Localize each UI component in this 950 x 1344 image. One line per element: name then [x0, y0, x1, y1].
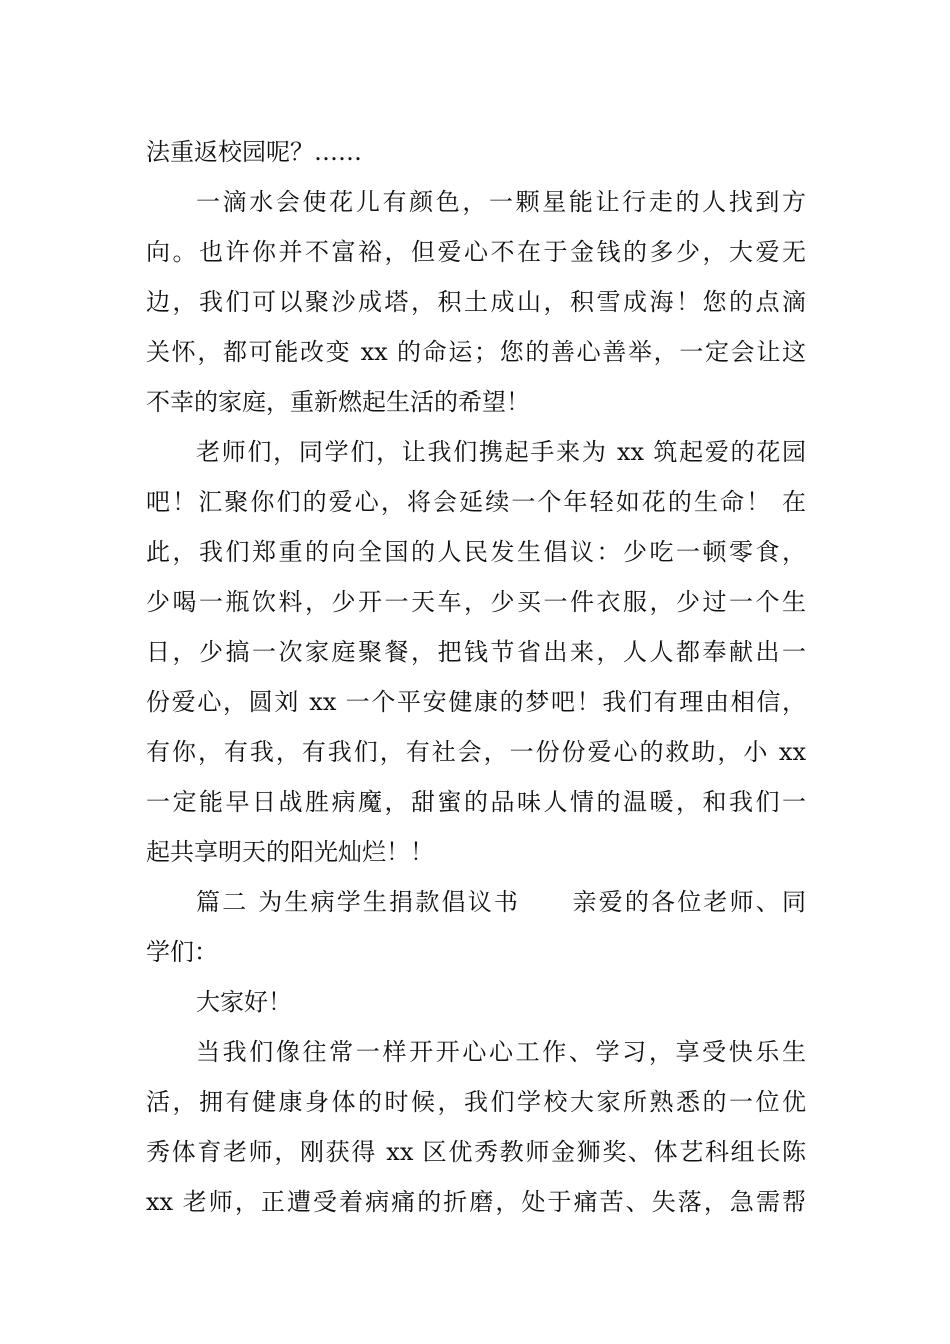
paragraph-line: 吧！汇聚你们的爱心，将会延续一个年轻如花的生命！ 在 — [146, 488, 806, 516]
paragraph-line: 边，我们可以聚沙成塔，积土成山，积雪成海！您的点滴 — [146, 288, 806, 316]
paragraph-line: 一滴水会使花儿有颜色，一颗星能让行走的人找到方 — [196, 188, 806, 216]
paragraph-line: 一定能早日战胜病魔，甜蜜的品味人情的温暖，和我们一 — [146, 788, 806, 816]
paragraph-line: 学们： — [146, 938, 218, 966]
paragraph-line: 当我们像往常一样开开心心工作、学习，享受快乐生 — [196, 1038, 806, 1066]
paragraph-line: 少喝一瓶饮料，少开一天车，少买一件衣服，少过一个生 — [146, 588, 806, 616]
greeting-line: 大家好！ — [196, 988, 292, 1016]
paragraph-line: xx 老师，正遭受着病痛的折磨，处于痛苦、失落，急需帮 — [146, 1188, 806, 1216]
paragraph-line: 秀体育老师，刚获得 xx 区优秀教师金狮奖、体艺科组长陈 — [146, 1138, 806, 1166]
paragraph-line: 起共享明天的阳光灿烂！！ — [146, 838, 434, 866]
paragraph-line: 不幸的家庭，重新燃起生活的希望！ — [146, 388, 530, 416]
paragraph-line: 活，拥有健康身体的时候，我们学校大家所熟悉的一位优 — [146, 1088, 806, 1116]
paragraph-line: 日，少搞一次家庭聚餐，把钱节省出来，人人都奉献出一 — [146, 638, 806, 666]
paragraph-line: 法重返校园呢？…… — [146, 138, 362, 166]
section-heading-line: 篇二 为生病学生捐款倡议书 亲爱的各位老师、同 — [196, 888, 806, 916]
paragraph-line: 此，我们郑重的向全国的人民发生倡议：少吃一顿零食， — [146, 538, 806, 566]
paragraph-line: 老师们，同学们，让我们携起手来为 xx 筑起爱的花园 — [196, 438, 806, 466]
paragraph-line: 向。也许你并不富裕，但爱心不在于金钱的多少，大爱无 — [146, 238, 806, 266]
paragraph-line: 有你，有我，有我们，有社会，一份份爱心的救助，小 xx — [146, 738, 806, 766]
paragraph-line: 份爱心，圆刘 xx 一个平安健康的梦吧！我们有理由相信， — [146, 688, 806, 716]
paragraph-line: 关怀，都可能改变 xx 的命运；您的善心善举，一定会让这 — [146, 338, 806, 366]
